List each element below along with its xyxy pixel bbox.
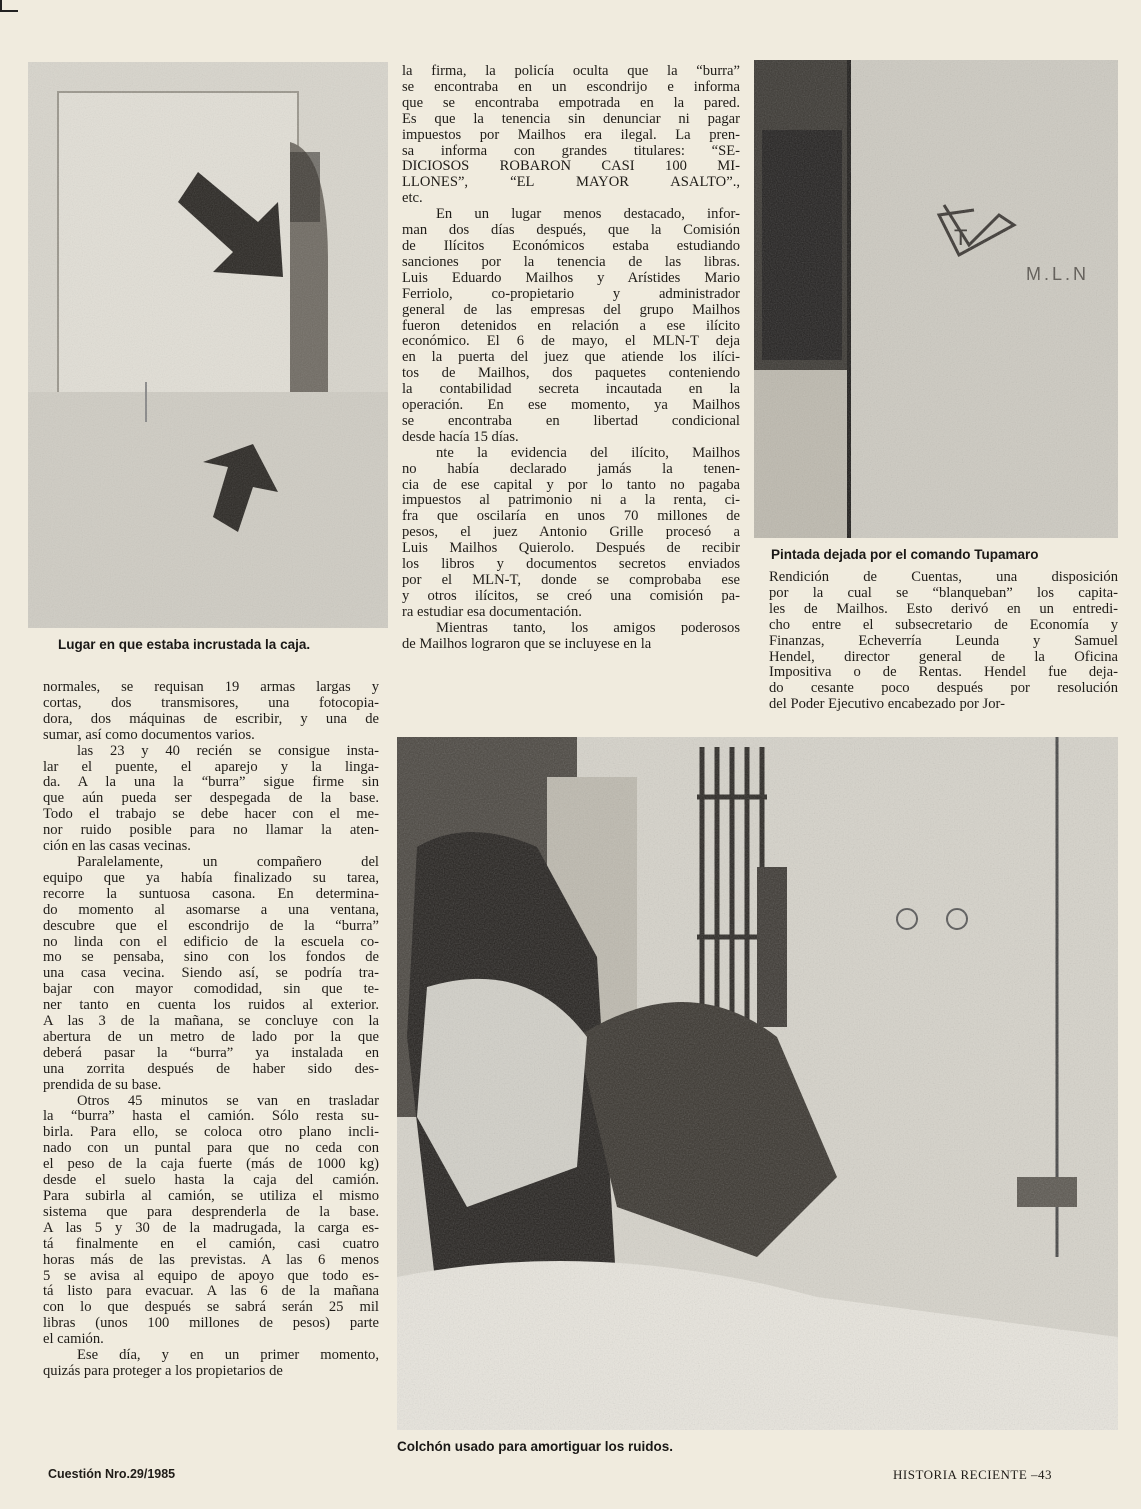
text-line: equipo que ya había finalizado su tarea, [43, 870, 379, 886]
text-line: no había declarado jamás la tenen- [402, 461, 740, 477]
text-line: nado con un puntal para que no ceda con [43, 1141, 379, 1157]
text-line: bajar con mayor comodidad, sin que te- [43, 982, 379, 998]
text-line: ra estudiar esa documentación. [402, 604, 582, 620]
text-line: quizás para proteger a los propietarios de [43, 1363, 283, 1379]
text-line: Rendición de Cuentas, una disposición [769, 570, 1118, 585]
text-line: ner tanto en cuenta los ruidos al exterior. [43, 998, 379, 1014]
text-line: los libros y documentos secretos enviados [402, 557, 740, 573]
column-right-top [769, 570, 1118, 713]
text-line: Finanzas, Echeverría Leunda y Samuel [769, 633, 1118, 649]
text-line: impuestos al patrimonio ni a la renta, ci- [402, 493, 740, 509]
column-left-bottom [43, 680, 379, 1380]
text-line: Paralelamente, un compañero del [77, 854, 379, 870]
text-line: de Ilícitos Económicos estaba estudiando [402, 238, 740, 254]
text-line: sa informa con grandes titulares: “SE- [402, 143, 740, 159]
text-line: cho entre el subsecretario de Economía y [769, 617, 1118, 633]
text-line: con lo que después se sabrá serán 25 mil [43, 1300, 379, 1316]
text-line: lar el puente, el aparejo y la linga- [43, 759, 379, 775]
text-line: LLONES”, “EL MAYOR ASALTO”., [402, 175, 740, 191]
text-line: y otros ilícitos, se creó una comisión pa- [402, 588, 740, 604]
text-line: del Poder Ejecutivo encabezado por Jor- [769, 697, 1005, 713]
text-line: Es que la tenencia sin denunciar ni pagar [402, 111, 740, 127]
text-line: nte la evidencia del ilícito, Mailhos [436, 445, 740, 461]
text-line: el peso de la caja fuerte (más de 1000 kg) [43, 1157, 379, 1173]
text-line: mo se pensaba, sino con los fondos de [43, 950, 379, 966]
text-line: abertura de un metro de lado por la que [43, 1029, 379, 1045]
text-line: las 23 y 40 recién se consigue insta- [77, 743, 379, 759]
text-line: Luis Mailhos Quierolo. Después de recibir [402, 541, 740, 557]
text-line: se encontraba en libertad condicional [402, 413, 740, 429]
text-line: la firma, la policía oculta que la “burra” [402, 64, 740, 79]
text-line: Todo el trabajo se debe hacer con el me- [43, 807, 379, 823]
text-line: horas más de las previstas. A las 6 menos [43, 1252, 379, 1268]
text-line: normales, se requisan 19 armas largas y [43, 680, 379, 695]
text-line: dora, dos máquinas de escribir, y una de [43, 711, 379, 727]
text-line: Otros 45 minutos se van en trasladar [77, 1093, 379, 1109]
text-line: DICIOSOS ROBARON CASI 100 MI- [402, 159, 740, 175]
safe-wall-caption: Lugar en que estaba incrustada la caja. [58, 637, 311, 652]
text-line: operación. En ese momento, ya Mailhos [402, 398, 740, 414]
mattress-photo [397, 737, 1118, 1430]
text-line: prendida de su base. [43, 1077, 162, 1093]
text-line: cia de ese capital y por lo tanto no pagaba [402, 477, 740, 493]
crop-mark [0, 0, 18, 12]
text-line: tos de Mailhos, dos paquetes conteniendo [402, 366, 740, 382]
graffiti-caption: Pintada dejada por el comando Tupamaro [771, 547, 1039, 562]
text-line: Ese día, y en un primer momento, [77, 1348, 379, 1364]
text-line: nor ruido posible para no llamar la aten- [43, 823, 379, 839]
mattress-caption: Colchón usado para amortiguar los ruidos. [397, 1439, 674, 1454]
text-line: do cesante poco después por resolución [769, 681, 1118, 697]
footer-issue: Cuestión Nro.29/1985 [48, 1467, 176, 1481]
text-line: en la puerta del juez que atiende los ilíci- [402, 350, 740, 366]
text-line: económico. El 6 de mayo, el MLN-T deja [402, 334, 740, 350]
text-line: no linda con el edificio de la escuela co- [43, 934, 379, 950]
text-line: una casa vecina. Siendo así, se podría tra- [43, 966, 379, 982]
text-line: Mientras tanto, los amigos poderosos [436, 620, 740, 636]
text-line: la “burra” hasta el camión. Sólo resta su- [43, 1109, 379, 1125]
text-line: A las 5 y 30 de la madrugada, la carga es- [43, 1220, 379, 1236]
text-line: deberá pasar la “burra” ya instalada en [43, 1045, 379, 1061]
footer-page-number: HISTORIA RECIENTE –43 [893, 1467, 1053, 1482]
text-line: por la cual se “blanqueban” los capita- [769, 585, 1118, 601]
text-line: desde hacía 15 días. [402, 429, 519, 445]
text-line: Luis Eduardo Mailhos y Arístides Mario [402, 270, 740, 286]
text-line: sistema que para desprenderla de la base. [43, 1204, 379, 1220]
text-line: descubre que el escondrijo de la “burra” [43, 918, 379, 934]
graffiti-photo [754, 60, 1118, 538]
text-line: por el MLN-T, donde se comprobaba ese [402, 573, 740, 588]
text-line: tá finalmente en el camión, casi cuatro [43, 1236, 379, 1252]
text-line: etc. [402, 191, 423, 207]
text-line: man dos días después, que la Comisión [402, 223, 740, 239]
text-line: que se encontraba empotrada en la pared. [402, 95, 740, 111]
text-line: el camión. [43, 1332, 104, 1348]
text-line: Hendel, director general de la Oficina [769, 649, 1118, 665]
column-middle-top [402, 64, 740, 653]
text-line: Ferriolo, co-propietario y administrador [402, 286, 740, 302]
text-line: 5 se avisa al equipo de apoyo que todo es- [43, 1268, 379, 1284]
text-line: tá listo para evacuar. A las 6 de la mañana [43, 1284, 379, 1300]
text-line: A las 3 de la mañana, se concluye con la [43, 1014, 379, 1030]
text-line: desde el suelo hasta la caja del camión. [43, 1173, 379, 1189]
text-line: general de las empresas del grupo Mailhos [402, 302, 740, 318]
text-line: que aún pueda ser despegada de la base. [43, 791, 379, 807]
text-line: se encontraba en un escondrijo e informa [402, 79, 740, 95]
text-line: de Mailhos lograron que se incluyese en la [402, 636, 652, 652]
text-line: Impositiva o de Rentas. Hendel fue deja- [769, 665, 1118, 681]
text-line: Para subirla al camión, se utiliza el mismo [43, 1189, 379, 1204]
text-line: impuestos por Mailhos era ilegal. La pren- [402, 127, 740, 143]
safe-wall-photo [28, 62, 388, 628]
text-line: do momento al asomarse a una ventana, [43, 902, 379, 918]
text-line: sumar, así como documentos varios. [43, 727, 255, 743]
text-line: una zorrita después de haber sido des- [43, 1061, 379, 1077]
text-line: En un lugar menos destacado, infor- [436, 207, 740, 223]
text-line: birla. Para ello, se coloca otro plano incli- [43, 1125, 379, 1141]
text-line: ción en las casas vecinas. [43, 839, 191, 855]
text-line: la contabilidad secreta incautada en la [402, 382, 740, 398]
text-line: cortas, dos transmisores, una fotocopia- [43, 695, 379, 711]
text-line: les de Mailhos. Esto derivó en un entredi- [769, 601, 1118, 617]
text-line: sanciones por la tenencia de las libras. [402, 254, 740, 270]
text-line: recorre la suntuosa casona. En determina- [43, 886, 379, 902]
text-line: fra que oscilaría en unos 70 millones de [402, 509, 740, 525]
text-line: da. A la una la “burra” sigue firme sin [43, 775, 379, 791]
text-line: pesos, el juez Antonio Grille procesó a [402, 525, 740, 541]
text-line: libras (unos 100 millones de pesos) parte [43, 1316, 379, 1332]
text-line: fueron detenidos en relación a ese ilícito [402, 318, 740, 334]
